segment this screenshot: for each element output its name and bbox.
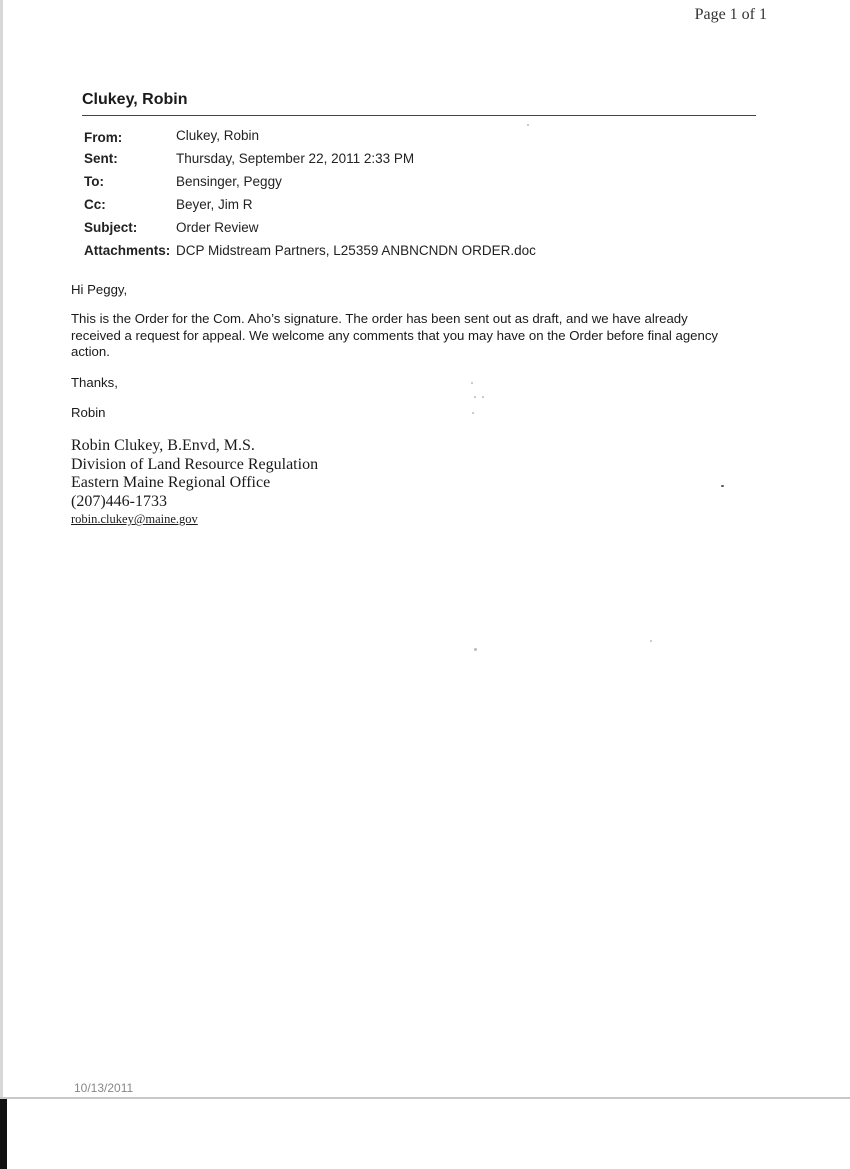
to-value: Bensinger, Peggy (176, 174, 282, 189)
email-signature (71, 437, 318, 527)
signature-office: Eastern Maine Regional Office (71, 474, 271, 492)
signature-division: Division of Land Resource Regulation (71, 455, 319, 473)
signature-name: Robin Clukey, B.Envd, M.S. (71, 437, 255, 454)
subject-value: Order Review (176, 220, 259, 235)
sent-value: Thursday, September 22, 2011 2:33 PM (176, 151, 415, 166)
email-header-table (84, 128, 536, 266)
attachment-file: DCP Midstream Partners, L25359 ANBNCNDN ORDER.doc (176, 243, 536, 258)
email-paragraph (71, 311, 761, 361)
signature-phone: (207)446-1733 (71, 492, 167, 510)
scan-speck (721, 485, 724, 487)
scan-shadow (0, 1099, 7, 1169)
header-row-cc (84, 197, 536, 220)
cc-value: Beyer, Jim R (176, 197, 253, 212)
paragraph-line: received a request for appeal. We welcome any comments that you may have on the Order before final agency (71, 327, 719, 343)
to-label: To: (84, 174, 104, 189)
scan-speck (471, 382, 473, 384)
from-value: Clukey, Robin (176, 128, 260, 143)
scan-speck (482, 396, 484, 398)
header-row-subject (84, 220, 536, 243)
email-thanks: Thanks, (71, 375, 118, 390)
scan-background (0, 1099, 850, 1169)
page-number: Page 1 of 1 (694, 6, 767, 23)
page-left-edge (0, 0, 3, 1098)
header-row-to (84, 174, 536, 197)
attachments-label: Attachments: (84, 243, 171, 258)
subject-label: Subject: (84, 220, 138, 235)
header-row-sent (84, 151, 536, 174)
title-divider (82, 115, 756, 116)
footer-date: 10/13/2011 (74, 1081, 134, 1095)
sender-title: Clukey, Robin (82, 91, 188, 108)
paragraph-line: action. (71, 344, 110, 359)
cc-label: Cc: (84, 197, 106, 212)
sent-label: Sent: (84, 151, 118, 166)
scan-speck (474, 648, 477, 651)
scan-speck (650, 640, 652, 642)
header-row-attachments (84, 243, 536, 266)
email-signoff: Robin (71, 405, 106, 420)
email-greeting: Hi Peggy, (71, 282, 128, 297)
paragraph-line: This is the Order for the Com. Aho’s signature. The order has been sent out as draft, and we have already (71, 311, 688, 326)
scan-speck (472, 412, 474, 414)
scan-speck (527, 124, 529, 126)
signature-email-link[interactable]: robin.clukey@maine.gov (71, 512, 198, 527)
scan-speck (474, 396, 476, 398)
header-row-from (84, 128, 536, 151)
from-label: From: (84, 130, 123, 145)
